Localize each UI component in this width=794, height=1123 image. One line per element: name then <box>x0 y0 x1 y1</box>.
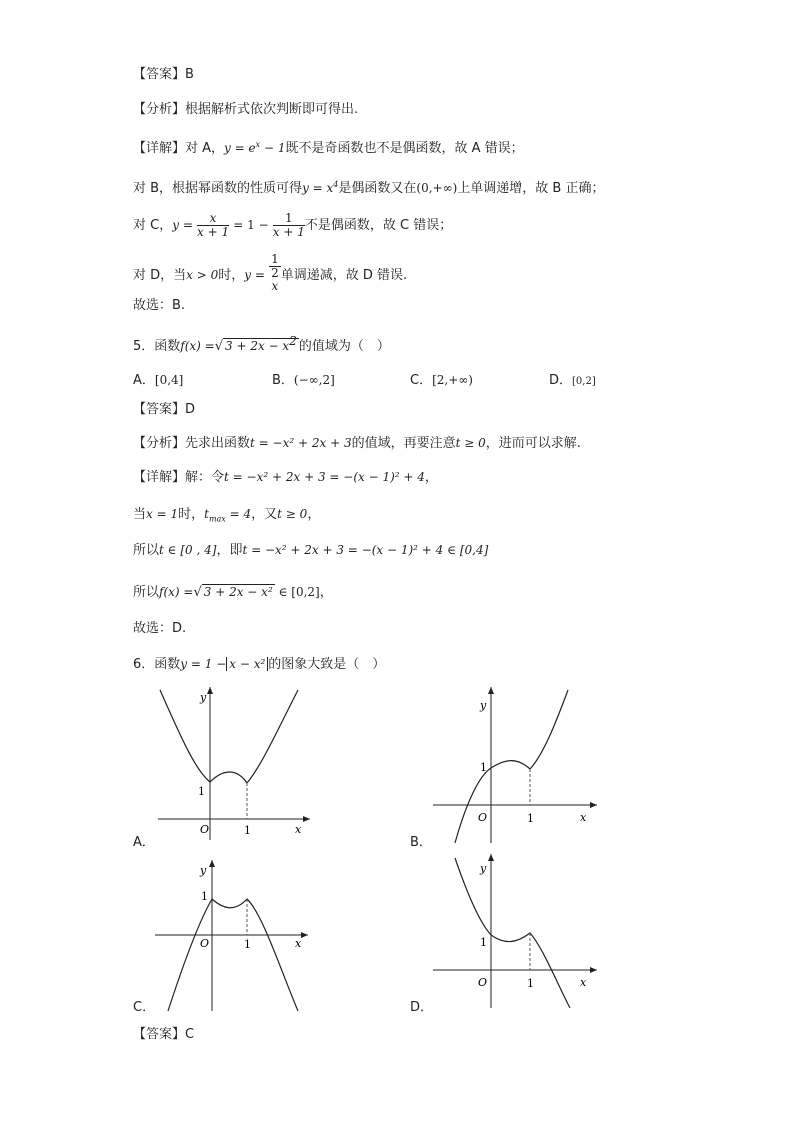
q4-answer-line <box>133 66 194 84</box>
graph-a[interactable] <box>150 685 320 845</box>
detail-b-suffix: 上单调递增，故 B 正确； <box>457 181 605 196</box>
t-sub: max <box>208 514 226 524</box>
q6-answer-line <box>133 1026 194 1044</box>
detail-suffix: ， <box>307 507 321 522</box>
label-one: 1 <box>201 890 208 903</box>
x-arrow <box>590 802 597 808</box>
fraction-den: x + 1 <box>197 225 230 239</box>
option-value: (−∞,2] <box>293 373 335 387</box>
option-letter: B． <box>272 373 294 388</box>
label-x: x <box>580 976 587 989</box>
analysis-tag: 【分析】 <box>133 436 186 451</box>
formula-part: y = e <box>224 141 256 155</box>
analysis-text: 根据解析式依次判断即可得出. <box>185 102 359 117</box>
q5-detail-3 <box>133 541 488 560</box>
x-arrow <box>301 932 308 938</box>
fraction <box>197 212 229 239</box>
label-one: 1 <box>480 936 487 949</box>
q5-detail-1 <box>133 468 438 487</box>
formula-sup: x <box>255 140 261 149</box>
label-y: y <box>200 864 207 877</box>
detail-b-mid: 是偶函数又在 <box>338 181 417 196</box>
label-origin: O <box>478 811 488 824</box>
curve <box>168 899 298 1011</box>
formula-sup: 4 <box>333 180 339 189</box>
stem-suffix: 的值域为（ ） <box>298 339 390 354</box>
analysis-formula: t = −x² + 2x + 3 <box>250 436 352 450</box>
curve <box>160 690 298 783</box>
q4-detail-c <box>133 210 452 241</box>
q5-detail-2 <box>133 505 320 528</box>
detail-b-formula <box>302 181 338 195</box>
t-var: t <box>204 507 209 521</box>
x-arrow <box>303 816 310 822</box>
option-d-label[interactable]: D． <box>410 1000 434 1015</box>
fraction <box>273 212 305 239</box>
y-arrow <box>488 854 494 861</box>
sqrt-text: 3 + 2x − x <box>225 339 290 353</box>
fraction-den <box>269 267 281 298</box>
x-arrow <box>590 967 597 973</box>
detail-formula: t = −x² + 2x + 3 = −(x − 1)² + 4 <box>224 470 425 484</box>
detail-a-suffix: 既不是奇函数也不是偶函数，故 A 错误； <box>285 141 524 156</box>
detail-b-interval: (0,+∞) <box>416 181 458 195</box>
detail-c-prefix: 对 C， <box>133 218 173 233</box>
label-origin: O <box>200 937 210 950</box>
label-y: y <box>200 691 207 704</box>
option-letter: C． <box>410 373 433 388</box>
detail-tag: 【详解】 <box>133 141 186 156</box>
detail-in: ∈ [0,2] <box>274 585 320 599</box>
detail-formula: t ∈ [0 , 4] <box>159 543 217 557</box>
fraction <box>269 253 281 298</box>
label-one: 1 <box>198 785 205 798</box>
detail-prefix: 当 <box>133 507 147 522</box>
analysis-suffix: ，进而可以求解. <box>485 436 581 451</box>
q4-analysis-line <box>133 101 358 119</box>
detail-suffix: ， <box>319 585 333 600</box>
option-a-label[interactable]: A． <box>133 835 155 850</box>
label-origin: O <box>478 976 488 989</box>
y-arrow <box>207 687 213 694</box>
curve <box>455 690 568 843</box>
fraction-den: x + 1 <box>272 225 305 239</box>
analysis-mid: 的值域，再要注意 <box>351 436 456 451</box>
stem-y: y = 1 − <box>180 657 227 671</box>
label-x: x <box>580 811 587 824</box>
label-y: y <box>480 699 487 712</box>
fraction-num: x <box>197 212 229 226</box>
stem-suffix: 的图象大致是（ ） <box>268 657 386 672</box>
detail-a-formula <box>224 141 285 155</box>
detail-prefix: 所以 <box>133 543 160 558</box>
label-one: 1 <box>527 812 534 825</box>
detail-c-y: y = <box>172 218 193 232</box>
label-one: 1 <box>244 938 251 951</box>
sqrt-body: 3 + 2x − x² <box>203 585 273 599</box>
formula-part: − 1 <box>260 141 286 155</box>
stem-f: f(x) = <box>180 339 215 353</box>
q6-stem <box>133 655 385 674</box>
option-c-label[interactable]: C． <box>133 1000 156 1015</box>
fraction-num: 1 <box>271 252 279 266</box>
detail-d-suffix: 单调递减，故 D 错误. <box>280 268 408 283</box>
option-value: [2,+∞) <box>432 373 473 387</box>
answer-value: D <box>185 402 196 417</box>
option-value: [0,4] <box>154 373 184 387</box>
detail-prefix: 解：令 <box>185 470 225 485</box>
option-letter: A． <box>133 373 155 388</box>
t-eq: = 4 <box>225 507 252 521</box>
label-one: 1 <box>480 761 487 774</box>
sqrt-body <box>223 334 299 353</box>
curve <box>455 858 570 1008</box>
stem-abs: x − x² <box>226 657 268 671</box>
detail-b-prefix: 对 B，根据幂函数的性质可得 <box>133 181 303 196</box>
answer-tag: 【答案】 <box>133 402 186 417</box>
option-value: [0,2] <box>572 376 596 387</box>
detail-c-mid: = 1 − <box>233 218 269 232</box>
q5-answer-line <box>133 401 195 419</box>
label-y: y <box>480 862 487 875</box>
fraction-num: 1 <box>273 212 305 226</box>
q5-option-a[interactable] <box>133 369 183 388</box>
q5-option-c[interactable] <box>410 369 473 388</box>
answer-value: C <box>185 1027 195 1042</box>
detail-mid: ，又 <box>251 507 278 522</box>
detail-f: f(x) = <box>159 585 194 599</box>
detail-d-prefix: 对 D，当 <box>133 268 187 283</box>
detail-formula: t = −x² + 2x + 3 = −(x − 1)² + 4 ∈ [0,4] <box>242 543 489 557</box>
detail-prefix: 所以 <box>133 585 160 600</box>
answer-tag: 【答案】 <box>133 1027 186 1042</box>
detail-x: x = 1 <box>146 507 179 521</box>
label-origin: O <box>200 823 210 836</box>
y-arrow <box>209 860 215 867</box>
stem-prefix: 5．函数 <box>133 339 181 354</box>
sqrt-sup: 2 <box>289 334 297 348</box>
q4-choose: 故选：B. <box>133 298 186 313</box>
analysis-prefix: 先求出函数 <box>185 436 251 451</box>
graph-d[interactable] <box>425 848 605 1010</box>
detail-c-suffix: 不是偶函数，故 C 错误； <box>304 218 453 233</box>
detail-tmax <box>204 507 252 524</box>
den-sup: x <box>271 279 279 293</box>
stem-prefix: 6．函数 <box>133 657 181 672</box>
option-letter: D． <box>549 373 573 388</box>
detail-d-mid: 时， <box>218 268 245 283</box>
q5-analysis-line <box>133 434 581 453</box>
analysis-cond: t ≥ 0 <box>455 436 486 450</box>
formula-part: y = x <box>302 181 334 195</box>
label-one: 1 <box>527 977 534 990</box>
detail-d-cond: x > 0 <box>186 268 219 282</box>
analysis-tag: 【分析】 <box>133 102 186 117</box>
detail-cond: t ≥ 0 <box>277 507 308 521</box>
q5-option-b[interactable] <box>272 369 335 388</box>
detail-suffix: ， <box>424 470 438 485</box>
q5-option-d[interactable] <box>549 369 596 388</box>
q4-detail-d <box>133 253 407 298</box>
q5-detail-4: 所以f(x) =√ 3 + 2x − x² ∈ [0,2]， <box>133 585 333 600</box>
y-arrow <box>488 687 494 694</box>
detail-a-prefix: 对 A， <box>185 141 225 156</box>
graph-c[interactable] <box>150 858 320 1013</box>
detail-mid: 时， <box>178 507 205 522</box>
option-b-label[interactable]: B． <box>410 835 432 850</box>
label-x: x <box>295 937 302 950</box>
label-one: 1 <box>244 824 251 837</box>
detail-d-y: y = <box>244 268 265 282</box>
q5-choose: 故选：D. <box>133 621 187 636</box>
graph-b[interactable] <box>425 685 605 845</box>
answer-value: B <box>185 67 194 82</box>
q4-detail-b <box>133 176 604 198</box>
q5-stem: 5．函数f(x) =√ $3 + 2x - x^2$ 的值域为（ ） <box>133 334 390 354</box>
detail-tag: 【详解】 <box>133 470 186 485</box>
label-x: x <box>295 823 302 836</box>
den-base: 2 <box>271 266 279 280</box>
detail-mid: ，即 <box>216 543 243 558</box>
q4-detail-a <box>133 136 524 158</box>
answer-tag: 【答案】 <box>133 67 186 82</box>
